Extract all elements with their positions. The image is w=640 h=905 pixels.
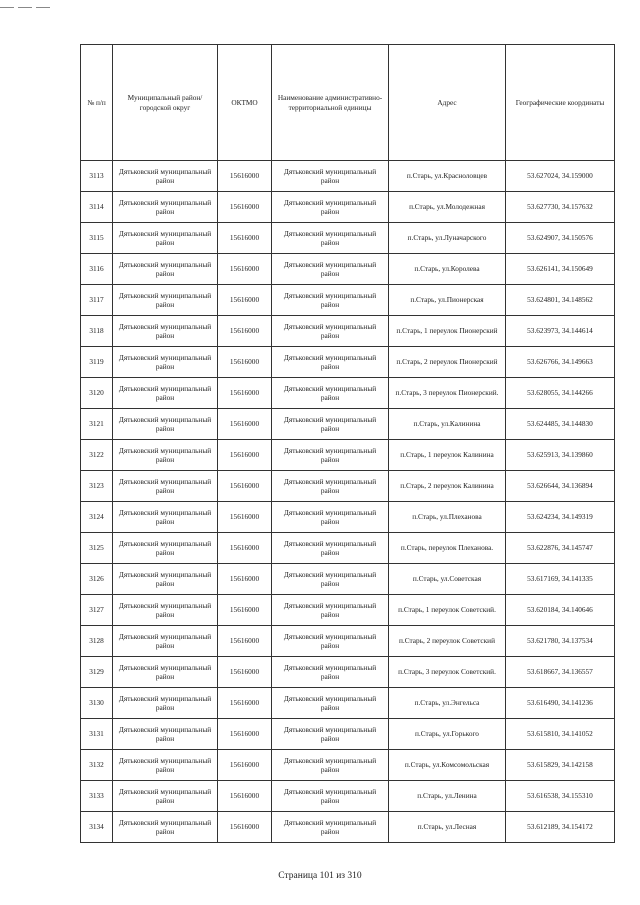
oktmo-cell: 15616000 xyxy=(218,440,272,471)
table-row xyxy=(81,471,615,502)
coordinates-cell: 53.622876, 34.145747 xyxy=(506,533,615,564)
admin-unit-cell: Дятьковский муниципальный район xyxy=(272,285,389,316)
address-cell: п.Старь, ул.Пионерская xyxy=(389,285,506,316)
admin-unit-cell: Дятьковский муниципальный район xyxy=(272,254,389,285)
oktmo-cell: 15616000 xyxy=(218,161,272,192)
oktmo-cell: 15616000 xyxy=(218,285,272,316)
row-number-cell: 3121 xyxy=(81,409,113,440)
address-cell: п.Старь, ул.Калинина xyxy=(389,409,506,440)
district-cell: Дятьковский муниципальный район xyxy=(113,285,218,316)
address-cell: п.Старь, ул.Красноловцев xyxy=(389,161,506,192)
district-cell: Дятьковский муниципальный район xyxy=(113,688,218,719)
scan-edge-marks xyxy=(0,0,60,10)
address-cell: п.Старь, ул.Комсомольская xyxy=(389,750,506,781)
coordinates-cell: 53.628055, 34.144266 xyxy=(506,378,615,409)
coordinates-cell: 53.612189, 34.154172 xyxy=(506,812,615,843)
address-cell: п.Старь, переулок Плеханова. xyxy=(389,533,506,564)
admin-unit-cell: Дятьковский муниципальный район xyxy=(272,595,389,626)
oktmo-cell: 15616000 xyxy=(218,781,272,812)
admin-unit-cell: Дятьковский муниципальный район xyxy=(272,409,389,440)
table-row xyxy=(81,533,615,564)
address-cell: п.Старь, ул.Лесная xyxy=(389,812,506,843)
district-cell: Дятьковский муниципальный район xyxy=(113,254,218,285)
row-number-cell: 3118 xyxy=(81,316,113,347)
district-cell: Дятьковский муниципальный район xyxy=(113,161,218,192)
table-row xyxy=(81,750,615,781)
table-row xyxy=(81,316,615,347)
table-row xyxy=(81,719,615,750)
oktmo-cell: 15616000 xyxy=(218,812,272,843)
table-header-row xyxy=(81,45,615,161)
admin-unit-cell: Дятьковский муниципальный район xyxy=(272,440,389,471)
row-number-cell: 3122 xyxy=(81,440,113,471)
admin-unit-cell: Дятьковский муниципальный район xyxy=(272,223,389,254)
address-cell: п.Старь, ул.Молодежная xyxy=(389,192,506,223)
coordinates-cell: 53.616490, 34.141236 xyxy=(506,688,615,719)
admin-unit-cell: Дятьковский муниципальный район xyxy=(272,719,389,750)
oktmo-cell: 15616000 xyxy=(218,254,272,285)
table-row xyxy=(81,440,615,471)
header-district: Муниципальный район/городской округ xyxy=(113,45,218,161)
oktmo-cell: 15616000 xyxy=(218,223,272,254)
coordinates-cell: 53.625913, 34.139860 xyxy=(506,440,615,471)
address-cell: п.Старь, ул.Плеханова xyxy=(389,502,506,533)
row-number-cell: 3130 xyxy=(81,688,113,719)
district-cell: Дятьковский муниципальный район xyxy=(113,781,218,812)
district-cell: Дятьковский муниципальный район xyxy=(113,223,218,254)
table-row xyxy=(81,378,615,409)
row-number-cell: 3132 xyxy=(81,750,113,781)
admin-unit-cell: Дятьковский муниципальный район xyxy=(272,688,389,719)
district-cell: Дятьковский муниципальный район xyxy=(113,533,218,564)
address-cell: п.Старь, 2 переулок Калинина xyxy=(389,471,506,502)
coordinates-cell: 53.627024, 34.159000 xyxy=(506,161,615,192)
table-row xyxy=(81,626,615,657)
coordinates-cell: 53.623973, 34.144614 xyxy=(506,316,615,347)
admin-unit-cell: Дятьковский муниципальный район xyxy=(272,316,389,347)
oktmo-cell: 15616000 xyxy=(218,657,272,688)
table-row xyxy=(81,595,615,626)
table-row xyxy=(81,223,615,254)
address-cell: п.Старь, 2 переулок Советский xyxy=(389,626,506,657)
row-number-cell: 3114 xyxy=(81,192,113,223)
admin-unit-cell: Дятьковский муниципальный район xyxy=(272,161,389,192)
district-cell: Дятьковский муниципальный район xyxy=(113,409,218,440)
row-number-cell: 3127 xyxy=(81,595,113,626)
coordinates-cell: 53.624485, 34.144830 xyxy=(506,409,615,440)
coordinates-cell: 53.615810, 34.141052 xyxy=(506,719,615,750)
oktmo-cell: 15616000 xyxy=(218,347,272,378)
coordinates-cell: 53.621780, 34.137534 xyxy=(506,626,615,657)
oktmo-cell: 15616000 xyxy=(218,533,272,564)
district-cell: Дятьковский муниципальный район xyxy=(113,812,218,843)
admin-unit-cell: Дятьковский муниципальный район xyxy=(272,781,389,812)
row-number-cell: 3117 xyxy=(81,285,113,316)
oktmo-cell: 15616000 xyxy=(218,409,272,440)
address-cell: п.Старь, ул.Советская xyxy=(389,564,506,595)
admin-unit-cell: Дятьковский муниципальный район xyxy=(272,378,389,409)
coordinates-cell: 53.617169, 34.141335 xyxy=(506,564,615,595)
header-admin-unit: Наименование административно-территориальной единицы xyxy=(272,45,389,161)
address-cell: п.Старь, ул.Ленина xyxy=(389,781,506,812)
header-number: № п/п xyxy=(81,45,113,161)
row-number-cell: 3116 xyxy=(81,254,113,285)
table-row xyxy=(81,564,615,595)
admin-unit-cell: Дятьковский муниципальный район xyxy=(272,192,389,223)
row-number-cell: 3129 xyxy=(81,657,113,688)
address-cell: п.Старь, ул.Горького xyxy=(389,719,506,750)
admin-unit-cell: Дятьковский муниципальный район xyxy=(272,502,389,533)
oktmo-cell: 15616000 xyxy=(218,719,272,750)
coordinates-cell: 53.624801, 34.148562 xyxy=(506,285,615,316)
oktmo-cell: 15616000 xyxy=(218,471,272,502)
admin-unit-cell: Дятьковский муниципальный район xyxy=(272,626,389,657)
coordinates-cell: 53.626141, 34.150649 xyxy=(506,254,615,285)
row-number-cell: 3124 xyxy=(81,502,113,533)
admin-unit-cell: Дятьковский муниципальный район xyxy=(272,657,389,688)
coordinates-cell: 53.627730, 34.157632 xyxy=(506,192,615,223)
district-cell: Дятьковский муниципальный район xyxy=(113,378,218,409)
district-cell: Дятьковский муниципальный район xyxy=(113,595,218,626)
admin-unit-cell: Дятьковский муниципальный район xyxy=(272,750,389,781)
row-number-cell: 3126 xyxy=(81,564,113,595)
district-cell: Дятьковский муниципальный район xyxy=(113,502,218,533)
district-cell: Дятьковский муниципальный район xyxy=(113,440,218,471)
table-row xyxy=(81,781,615,812)
row-number-cell: 3128 xyxy=(81,626,113,657)
table-row xyxy=(81,161,615,192)
table-row xyxy=(81,409,615,440)
table-body xyxy=(81,161,615,843)
address-cell: п.Старь, ул.Энгельса xyxy=(389,688,506,719)
district-cell: Дятьковский муниципальный район xyxy=(113,316,218,347)
row-number-cell: 3115 xyxy=(81,223,113,254)
address-cell: п.Старь, ул.Луначарского xyxy=(389,223,506,254)
district-cell: Дятьковский муниципальный район xyxy=(113,750,218,781)
district-cell: Дятьковский муниципальный район xyxy=(113,347,218,378)
district-cell: Дятьковский муниципальный район xyxy=(113,192,218,223)
table-row xyxy=(81,285,615,316)
address-cell: п.Старь, 1 переулок Пионерский xyxy=(389,316,506,347)
oktmo-cell: 15616000 xyxy=(218,378,272,409)
oktmo-cell: 15616000 xyxy=(218,750,272,781)
header-oktmo: ОКТМО xyxy=(218,45,272,161)
oktmo-cell: 15616000 xyxy=(218,626,272,657)
admin-unit-cell: Дятьковский муниципальный район xyxy=(272,471,389,502)
admin-unit-cell: Дятьковский муниципальный район xyxy=(272,533,389,564)
district-cell: Дятьковский муниципальный район xyxy=(113,626,218,657)
admin-unit-cell: Дятьковский муниципальный район xyxy=(272,564,389,595)
table-row xyxy=(81,812,615,843)
oktmo-cell: 15616000 xyxy=(218,316,272,347)
coordinates-cell: 53.626644, 34.136894 xyxy=(506,471,615,502)
header-coordinates: Географические координаты xyxy=(506,45,615,161)
row-number-cell: 3119 xyxy=(81,347,113,378)
coordinates-cell: 53.626766, 34.149663 xyxy=(506,347,615,378)
address-cell: п.Старь, 3 переулок Пионерский. xyxy=(389,378,506,409)
address-cell: п.Старь, ул.Королева xyxy=(389,254,506,285)
oktmo-cell: 15616000 xyxy=(218,502,272,533)
row-number-cell: 3120 xyxy=(81,378,113,409)
address-cell: п.Старь, 1 переулок Калинина xyxy=(389,440,506,471)
coordinates-cell: 53.624907, 34.150576 xyxy=(506,223,615,254)
table-row xyxy=(81,254,615,285)
oktmo-cell: 15616000 xyxy=(218,192,272,223)
oktmo-cell: 15616000 xyxy=(218,595,272,626)
row-number-cell: 3131 xyxy=(81,719,113,750)
row-number-cell: 3125 xyxy=(81,533,113,564)
header-address: Адрес xyxy=(389,45,506,161)
address-cell: п.Старь, 1 переулок Советский. xyxy=(389,595,506,626)
row-number-cell: 3123 xyxy=(81,471,113,502)
page-number: Страница 101 из 310 xyxy=(278,871,362,881)
district-cell: Дятьковский муниципальный район xyxy=(113,564,218,595)
table-row xyxy=(81,502,615,533)
address-cell: п.Старь, 2 переулок Пионерский xyxy=(389,347,506,378)
coordinates-cell: 53.615829, 34.142158 xyxy=(506,750,615,781)
coordinates-cell: 53.616538, 34.155310 xyxy=(506,781,615,812)
admin-unit-cell: Дятьковский муниципальный район xyxy=(272,812,389,843)
row-number-cell: 3113 xyxy=(81,161,113,192)
coordinates-cell: 53.618667, 34.136557 xyxy=(506,657,615,688)
admin-unit-cell: Дятьковский муниципальный район xyxy=(272,347,389,378)
coordinates-cell: 53.620184, 34.140646 xyxy=(506,595,615,626)
row-number-cell: 3133 xyxy=(81,781,113,812)
district-cell: Дятьковский муниципальный район xyxy=(113,471,218,502)
district-cell: Дятьковский муниципальный район xyxy=(113,719,218,750)
address-cell: п.Старь, 3 переулок Советский. xyxy=(389,657,506,688)
row-number-cell: 3134 xyxy=(81,812,113,843)
table-row xyxy=(81,347,615,378)
table-row xyxy=(81,688,615,719)
oktmo-cell: 15616000 xyxy=(218,564,272,595)
table-row xyxy=(81,657,615,688)
oktmo-cell: 15616000 xyxy=(218,688,272,719)
table-row xyxy=(81,192,615,223)
coordinates-cell: 53.624234, 34.149319 xyxy=(506,502,615,533)
district-cell: Дятьковский муниципальный район xyxy=(113,657,218,688)
address-table xyxy=(80,44,615,843)
